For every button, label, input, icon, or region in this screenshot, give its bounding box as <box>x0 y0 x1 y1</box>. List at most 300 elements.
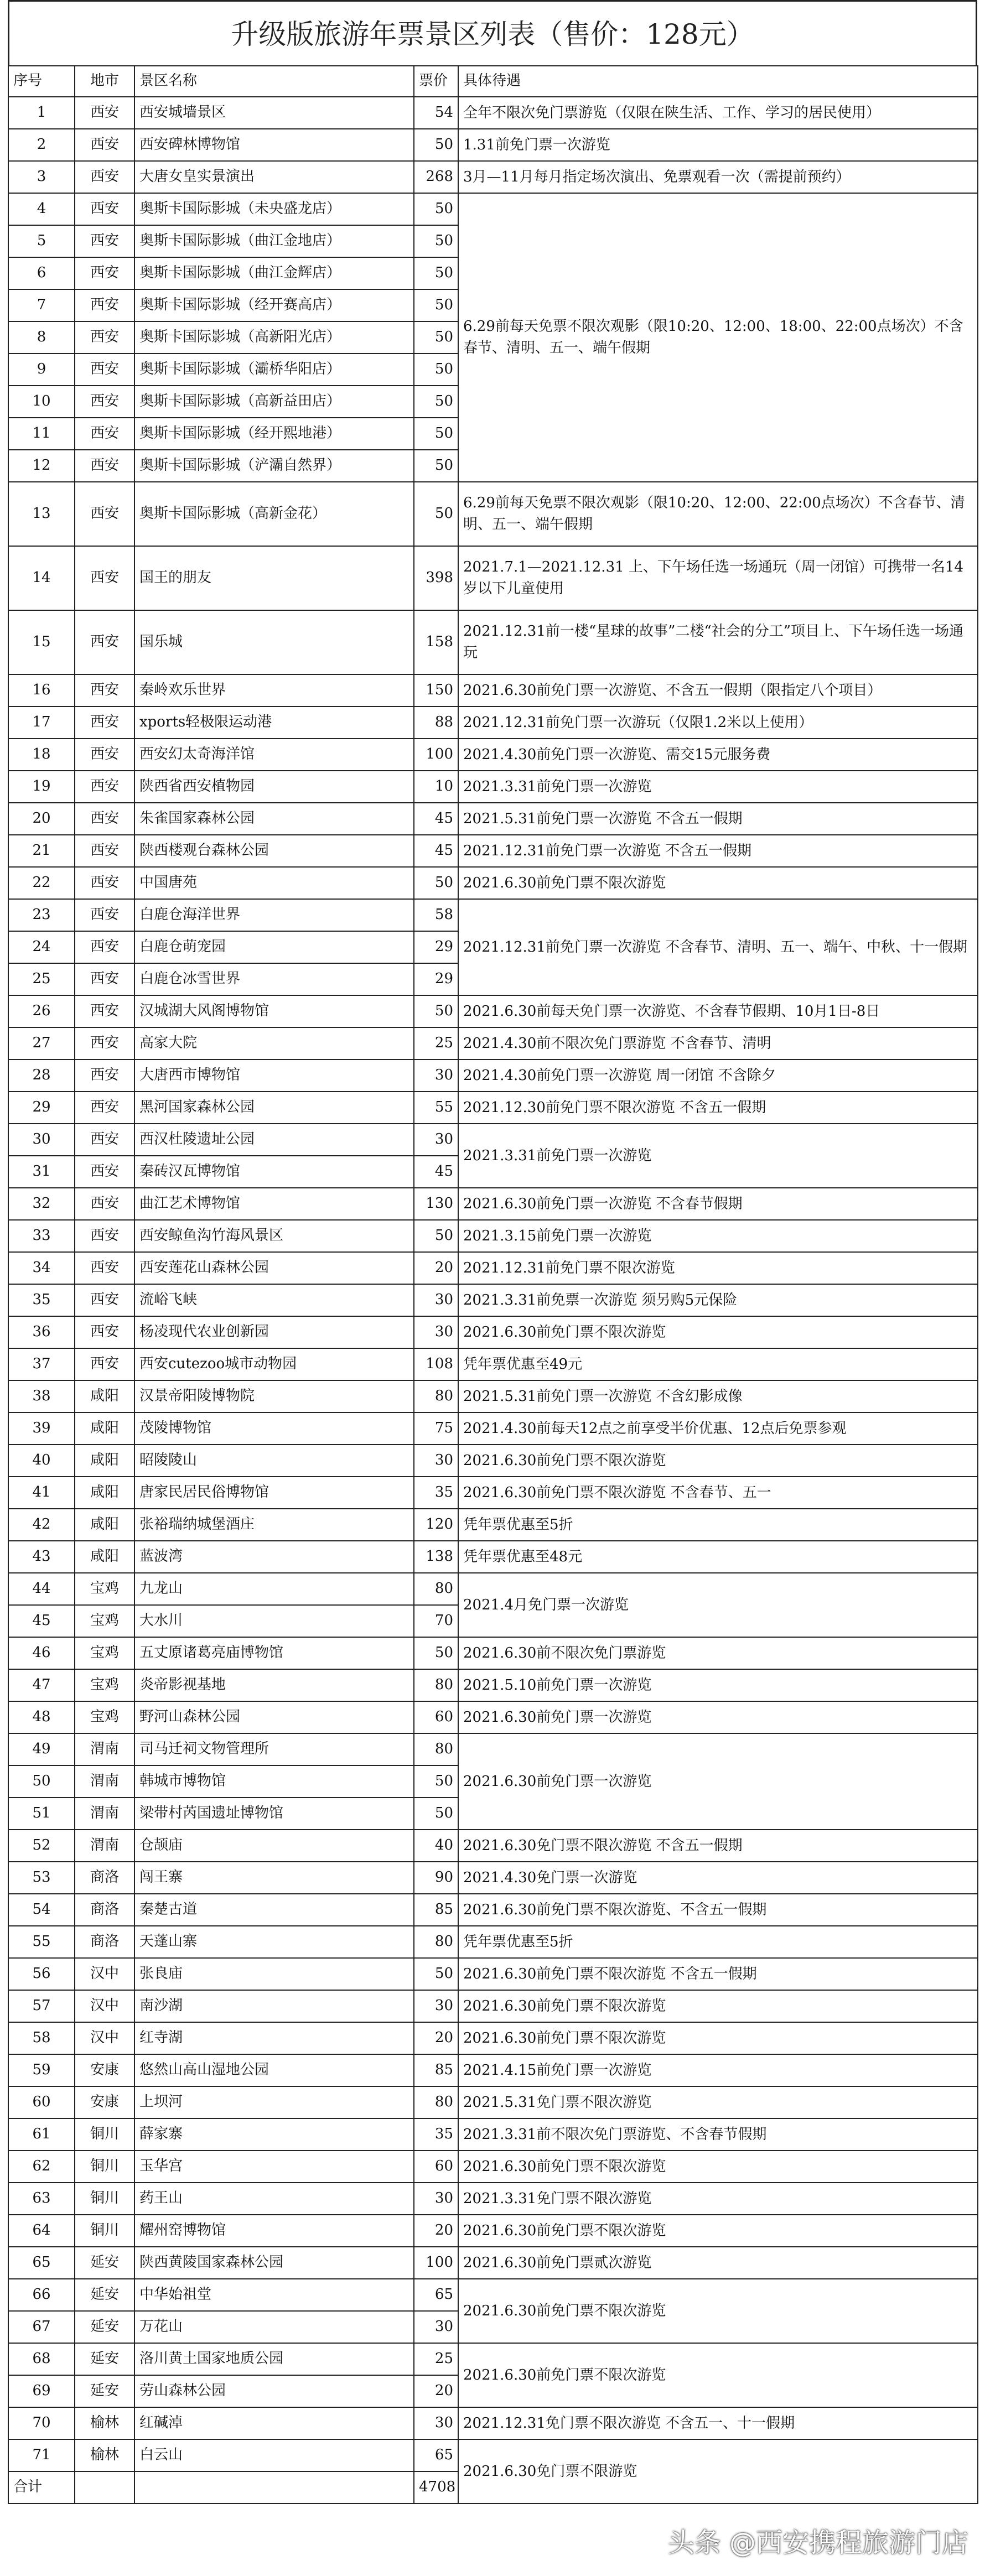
price-cell: 45 <box>414 1156 458 1188</box>
benefit-cell: 2021.6.30前免门票不限次游览 <box>458 1990 978 2022</box>
city-cell: 西安 <box>75 418 134 450</box>
table-row <box>8 1252 978 1284</box>
table-row <box>8 1445 978 1477</box>
price-cell: 50 <box>414 289 458 321</box>
price-cell: 50 <box>414 450 458 482</box>
row-number: 27 <box>8 1027 75 1060</box>
benefit-cell: 2021.6.30前免门票不限次游览 <box>458 2151 978 2183</box>
price-cell: 120 <box>414 1509 458 1541</box>
city-cell: 西安 <box>75 995 134 1027</box>
price-cell: 80 <box>414 1733 458 1765</box>
spot-name-cell: 高家大院 <box>134 1027 414 1060</box>
city-cell: 延安 <box>75 2311 134 2343</box>
table-row <box>8 1862 978 1894</box>
benefit-cell: 凭年票优惠至48元 <box>458 1541 978 1573</box>
price-cell: 25 <box>414 1027 458 1060</box>
price-cell: 30 <box>414 1445 458 1477</box>
city-cell: 安康 <box>75 2054 134 2086</box>
spot-name-cell: 陕西楼观台森林公园 <box>134 835 414 867</box>
spot-name-cell: 野河山森林公园 <box>134 1701 414 1733</box>
spot-name-cell: 昭陵陵山 <box>134 1445 414 1477</box>
price-cell: 50 <box>414 193 458 225</box>
benefit-cell: 2021.6.30前免门票不限次游览 <box>458 1316 978 1348</box>
benefit-cell: 全年不限次免门票游览（仅限在陕生活、工作、学习的居民使用） <box>458 97 978 129</box>
row-number: 37 <box>8 1348 75 1380</box>
table-row <box>8 1637 978 1669</box>
benefit-cell: 2021.5.31前免门票一次游览 不含幻影成像 <box>458 1380 978 1412</box>
spot-name-cell <box>134 2471 414 2504</box>
city-cell: 西安 <box>75 257 134 289</box>
row-number: 71 <box>8 2439 75 2471</box>
table-row <box>8 1894 978 1926</box>
city-cell: 西安 <box>75 771 134 803</box>
spot-name-cell: 白鹿仓萌宠园 <box>134 931 414 963</box>
city-cell: 西安 <box>75 546 134 610</box>
price-cell: 75 <box>414 1412 458 1445</box>
city-cell: 西安 <box>75 931 134 963</box>
benefit-cell: 2021.3.31前免门票一次游览 <box>458 1124 978 1188</box>
table-row <box>8 1958 978 1990</box>
table-row <box>8 1669 978 1701</box>
price-cell: 50 <box>414 995 458 1027</box>
table-row <box>8 1092 978 1124</box>
row-number: 22 <box>8 867 75 899</box>
table-row <box>8 129 978 161</box>
price-cell: 58 <box>414 899 458 931</box>
price-cell: 85 <box>414 1894 458 1926</box>
city-cell: 西安 <box>75 1188 134 1220</box>
city-cell: 西安 <box>75 1060 134 1092</box>
row-number: 49 <box>8 1733 75 1765</box>
watermark: 头条 @西安携程旅游门店 <box>667 2527 968 2558</box>
row-number: 44 <box>8 1573 75 1605</box>
city-cell: 咸阳 <box>75 1509 134 1541</box>
price-cell: 88 <box>414 707 458 739</box>
price-cell: 55 <box>414 1092 458 1124</box>
spot-name-cell: 白鹿仓海洋世界 <box>134 899 414 931</box>
benefit-cell: 2021.3.31前免票一次游览 须另购5元保险 <box>458 1284 978 1316</box>
benefit-cell: 2021.4.30前免门票一次游览、需交15元服务费 <box>458 739 978 771</box>
table-row <box>8 1124 978 1156</box>
row-number: 70 <box>8 2407 75 2439</box>
city-cell: 延安 <box>75 2279 134 2311</box>
city-cell: 商洛 <box>75 1926 134 1958</box>
row-number: 25 <box>8 963 75 995</box>
spot-name-cell: 红碱淖 <box>134 2407 414 2439</box>
spot-name-cell: 国乐城 <box>134 610 414 674</box>
table-row <box>8 995 978 1027</box>
price-cell: 80 <box>414 1380 458 1412</box>
table-row <box>8 161 978 193</box>
spot-name-cell: 白鹿仓冰雪世界 <box>134 963 414 995</box>
row-number: 56 <box>8 1958 75 1990</box>
row-number: 69 <box>8 2375 75 2407</box>
benefit-cell: 2021.4.15前免门票一次游览 <box>458 2054 978 2086</box>
spot-name-cell: 奥斯卡国际影城（曲江金地店） <box>134 225 414 257</box>
table-row <box>8 2183 978 2215</box>
city-cell: 西安 <box>75 1124 134 1156</box>
table-row <box>8 2086 978 2118</box>
price-cell: 90 <box>414 1862 458 1894</box>
price-cell: 50 <box>414 354 458 386</box>
spot-name-cell: 陕西黄陵国家森林公园 <box>134 2247 414 2279</box>
benefit-cell: 凭年票优惠至49元 <box>458 1348 978 1380</box>
table-row <box>8 867 978 899</box>
price-cell: 130 <box>414 1188 458 1220</box>
spot-name-cell: 陕西省西安植物园 <box>134 771 414 803</box>
table-row <box>8 610 978 674</box>
spot-name-cell: 大唐女皇实景演出 <box>134 161 414 193</box>
table-row <box>8 482 978 546</box>
row-number: 68 <box>8 2343 75 2375</box>
benefit-cell: 2021.3.15前免门票一次游览 <box>458 1220 978 1252</box>
total-price: 4708 <box>414 2471 458 2504</box>
benefit-cell: 3月—11月每月指定场次演出、免票观看一次（需提前预约） <box>458 161 978 193</box>
benefit-cell: 2021.6.30前免门票不限次游览 <box>458 2343 978 2407</box>
benefit-cell: 1.31前免门票一次游览 <box>458 129 978 161</box>
row-number: 14 <box>8 546 75 610</box>
table-row <box>8 1990 978 2022</box>
spot-name-cell: 奥斯卡国际影城（浐灞自然界） <box>134 450 414 482</box>
city-cell: 咸阳 <box>75 1477 134 1509</box>
city-cell: 渭南 <box>75 1830 134 1862</box>
benefit-cell: 2021.4.30前不限次免门票游览 不含春节、清明 <box>458 1027 978 1060</box>
benefit-cell: 2021.12.31前免门票不限次游览 <box>458 1252 978 1284</box>
row-number: 36 <box>8 1316 75 1348</box>
price-cell: 398 <box>414 546 458 610</box>
price-cell: 20 <box>414 2215 458 2247</box>
spot-name-cell: 张良庙 <box>134 1958 414 1990</box>
price-cell: 30 <box>414 2311 458 2343</box>
row-number: 21 <box>8 835 75 867</box>
table-row <box>8 1060 978 1092</box>
table-row <box>8 1412 978 1445</box>
table-row <box>8 899 978 931</box>
table-row <box>8 771 978 803</box>
row-number: 30 <box>8 1124 75 1156</box>
table-row <box>8 2054 978 2086</box>
spot-name-cell: 药王山 <box>134 2183 414 2215</box>
city-cell: 咸阳 <box>75 1380 134 1412</box>
city-cell: 咸阳 <box>75 1541 134 1573</box>
price-cell: 50 <box>414 386 458 418</box>
benefit-cell: 2021.6.30免门票不限次游览 不含五一假期 <box>458 1830 978 1862</box>
price-cell: 80 <box>414 1926 458 1958</box>
city-cell: 西安 <box>75 707 134 739</box>
row-number: 13 <box>8 482 75 546</box>
spot-name-cell: 黑河国家森林公园 <box>134 1092 414 1124</box>
spot-name-cell: 秦楚古道 <box>134 1894 414 1926</box>
row-number: 48 <box>8 1701 75 1733</box>
spot-name-cell: 中华始祖堂 <box>134 2279 414 2311</box>
spot-name-cell: 西汉杜陵遗址公园 <box>134 1124 414 1156</box>
table-row <box>8 1316 978 1348</box>
spot-name-cell: 西安鲸鱼沟竹海风景区 <box>134 1220 414 1252</box>
table-row <box>8 1573 978 1605</box>
benefit-cell: 2021.12.31前免门票一次游玩（仅限1.2米以上使用） <box>458 707 978 739</box>
price-cell: 65 <box>414 2439 458 2471</box>
table-row <box>8 1509 978 1541</box>
price-cell: 268 <box>414 161 458 193</box>
spot-name-cell: 白云山 <box>134 2439 414 2471</box>
header-benefit: 具体待遇 <box>458 66 978 97</box>
benefit-cell: 2021.12.31前免门票一次游览 不含五一假期 <box>458 835 978 867</box>
table-row <box>8 1380 978 1412</box>
ticket-sheet <box>8 0 977 2504</box>
price-cell: 100 <box>414 739 458 771</box>
city-cell: 宝鸡 <box>75 1573 134 1605</box>
row-number: 33 <box>8 1220 75 1252</box>
city-cell: 宝鸡 <box>75 1701 134 1733</box>
table-row <box>8 1926 978 1958</box>
row-number: 24 <box>8 931 75 963</box>
spot-name-cell: 炎帝影视基地 <box>134 1669 414 1701</box>
spot-name-cell: 万花山 <box>134 2311 414 2343</box>
spot-name-cell: 西安cutezoo城市动物园 <box>134 1348 414 1380</box>
price-cell: 25 <box>414 2343 458 2375</box>
city-cell: 延安 <box>75 2375 134 2407</box>
benefit-cell: 2021.12.31前一楼“星球的故事”二楼“社会的分工”项目上、下午场任选一场通玩 <box>458 610 978 674</box>
price-cell: 30 <box>414 1060 458 1092</box>
spot-name-cell: 奥斯卡国际影城（高新金花） <box>134 482 414 546</box>
spot-name-cell: 耀州窑博物馆 <box>134 2215 414 2247</box>
row-number: 59 <box>8 2054 75 2086</box>
benefit-cell: 2021.6.30前免门票不限次游览 不含五一假期 <box>458 1958 978 1990</box>
table-row <box>8 1701 978 1733</box>
header-price: 票价 <box>414 66 458 97</box>
row-number: 40 <box>8 1445 75 1477</box>
table-row <box>8 1220 978 1252</box>
row-number: 50 <box>8 1765 75 1798</box>
row-number: 64 <box>8 2215 75 2247</box>
header-spot-name: 景区名称 <box>134 66 414 97</box>
city-cell: 西安 <box>75 1348 134 1380</box>
spot-name-cell: 西安碑林博物馆 <box>134 129 414 161</box>
table-row <box>8 2439 978 2471</box>
spot-name-cell: 唐家民居民俗博物馆 <box>134 1477 414 1509</box>
spot-name-cell: 司马迁祠文物管理所 <box>134 1733 414 1765</box>
city-cell: 汉中 <box>75 2022 134 2054</box>
city-cell: 铜川 <box>75 2183 134 2215</box>
city-cell: 安康 <box>75 2086 134 2118</box>
city-cell: 延安 <box>75 2247 134 2279</box>
price-cell: 20 <box>414 1252 458 1284</box>
table-row <box>8 2247 978 2279</box>
row-number: 62 <box>8 2151 75 2183</box>
spot-name-cell: 流峪飞峡 <box>134 1284 414 1316</box>
benefit-cell: 2021.6.30前免门票不限次游览 <box>458 867 978 899</box>
price-cell: 108 <box>414 1348 458 1380</box>
spot-name-cell: 洛川黄土国家地质公园 <box>134 2343 414 2375</box>
benefit-cell: 2021.5.31前免门票一次游览 不含五一假期 <box>458 803 978 835</box>
spot-name-cell: 国王的朋友 <box>134 546 414 610</box>
spot-name-cell: 奥斯卡国际影城（经开赛高店） <box>134 289 414 321</box>
benefit-cell: 2021.6.30前免门票不限次游览 <box>458 2215 978 2247</box>
price-cell: 30 <box>414 1284 458 1316</box>
table-row <box>8 739 978 771</box>
table-row <box>8 193 978 225</box>
spot-name-cell: xports轻极限运动港 <box>134 707 414 739</box>
spot-name-cell: 蓝波湾 <box>134 1541 414 1573</box>
price-cell: 29 <box>414 931 458 963</box>
spot-name-cell: 奥斯卡国际影城（经开熙地港） <box>134 418 414 450</box>
table-row <box>8 1188 978 1220</box>
table-row <box>8 1541 978 1573</box>
price-cell: 150 <box>414 674 458 707</box>
row-number: 45 <box>8 1605 75 1637</box>
row-number: 2 <box>8 129 75 161</box>
spot-name-cell: 汉景帝阳陵博物院 <box>134 1380 414 1412</box>
price-cell: 85 <box>414 2054 458 2086</box>
price-cell: 50 <box>414 321 458 354</box>
spot-name-cell: 茂陵博物馆 <box>134 1412 414 1445</box>
city-cell: 西安 <box>75 354 134 386</box>
spot-name-cell: 杨凌现代农业创新园 <box>134 1316 414 1348</box>
spot-name-cell: 西安城墙景区 <box>134 97 414 129</box>
row-number: 19 <box>8 771 75 803</box>
price-cell: 138 <box>414 1541 458 1573</box>
spot-name-cell: 奥斯卡国际影城（高新阳光店） <box>134 321 414 354</box>
spot-name-cell: 天蓬山寨 <box>134 1926 414 1958</box>
row-number: 61 <box>8 2118 75 2151</box>
city-cell: 榆林 <box>75 2407 134 2439</box>
header-city: 地市 <box>75 66 134 97</box>
header-number: 序号 <box>8 66 75 97</box>
benefit-cell: 2021.6.30前免门票不限次游览 <box>458 1445 978 1477</box>
benefit-cell: 2021.6.30前免门票不限次游览、不含五一假期 <box>458 1894 978 1926</box>
city-cell: 西安 <box>75 321 134 354</box>
spot-name-cell: 五丈原诸葛亮庙博物馆 <box>134 1637 414 1669</box>
benefit-cell: 2021.6.30前不限次免门票游览 <box>458 1637 978 1669</box>
table-row <box>8 546 978 610</box>
table-row <box>8 1477 978 1509</box>
city-cell: 西安 <box>75 1316 134 1348</box>
row-number: 7 <box>8 289 75 321</box>
city-cell: 西安 <box>75 129 134 161</box>
benefit-cell: 2021.4.30免门票一次游览 <box>458 1862 978 1894</box>
spot-name-cell: 韩城市博物馆 <box>134 1765 414 1798</box>
row-number: 39 <box>8 1412 75 1445</box>
price-cell: 50 <box>414 482 458 546</box>
spot-name-cell: 秦岭欢乐世界 <box>134 674 414 707</box>
table-row <box>8 1830 978 1862</box>
city-cell: 西安 <box>75 482 134 546</box>
price-cell: 50 <box>414 1958 458 1990</box>
spot-name-cell: 闯王寨 <box>134 1862 414 1894</box>
benefit-cell: 2021.6.30前免门票一次游览、不含五一假期（限指定八个项目） <box>458 674 978 707</box>
price-cell: 20 <box>414 2375 458 2407</box>
price-cell: 50 <box>414 225 458 257</box>
table-row <box>8 803 978 835</box>
city-cell: 渭南 <box>75 1765 134 1798</box>
spot-name-cell: 西安莲花山森林公园 <box>134 1252 414 1284</box>
price-cell: 70 <box>414 1605 458 1637</box>
price-cell: 158 <box>414 610 458 674</box>
row-number: 54 <box>8 1894 75 1926</box>
benefit-cell: 凭年票优惠至5折 <box>458 1509 978 1541</box>
city-cell: 铜川 <box>75 2118 134 2151</box>
city-cell: 西安 <box>75 1027 134 1060</box>
price-cell: 50 <box>414 129 458 161</box>
row-number: 34 <box>8 1252 75 1284</box>
price-cell: 54 <box>414 97 458 129</box>
table-row <box>8 2407 978 2439</box>
price-cell: 40 <box>414 1830 458 1862</box>
table-header-row <box>8 66 978 97</box>
spot-name-cell: 悠然山高山湿地公园 <box>134 2054 414 2086</box>
city-cell: 西安 <box>75 803 134 835</box>
table-row <box>8 97 978 129</box>
city-cell: 铜川 <box>75 2151 134 2183</box>
price-cell: 35 <box>414 1477 458 1509</box>
row-number: 28 <box>8 1060 75 1092</box>
city-cell: 西安 <box>75 1156 134 1188</box>
city-cell: 西安 <box>75 289 134 321</box>
benefit-cell: 2021.5.31免门票不限次游览 <box>458 2086 978 2118</box>
spot-name-cell: 玉华宫 <box>134 2151 414 2183</box>
benefit-cell: 6.29前每天免票不限次观影（限10:20、12:00、18:00、22:00点场次）不含春节、清明、五一、端午假期 <box>458 193 978 482</box>
row-number: 31 <box>8 1156 75 1188</box>
benefit-cell: 2021.4.30前每天12点之前享受半价优惠、12点后免票参观 <box>458 1412 978 1445</box>
table-row <box>8 1348 978 1380</box>
spot-name-cell: 曲江艺术博物馆 <box>134 1188 414 1220</box>
city-cell: 西安 <box>75 161 134 193</box>
price-cell: 80 <box>414 1573 458 1605</box>
table-row <box>8 835 978 867</box>
row-number: 12 <box>8 450 75 482</box>
benefit-cell: 2021.6.30前免门票一次游览 不含春节假期 <box>458 1188 978 1220</box>
total-label: 合计 <box>8 2471 75 2504</box>
row-number: 20 <box>8 803 75 835</box>
price-cell: 29 <box>414 963 458 995</box>
spot-name-cell: 上坝河 <box>134 2086 414 2118</box>
spot-name-cell: 仓颉庙 <box>134 1830 414 1862</box>
benefit-cell: 2021.6.30前免门票一次游览 <box>458 1701 978 1733</box>
city-cell: 咸阳 <box>75 1445 134 1477</box>
table-row <box>8 2215 978 2247</box>
price-cell: 60 <box>414 2151 458 2183</box>
city-cell: 西安 <box>75 225 134 257</box>
price-cell: 30 <box>414 2407 458 2439</box>
row-number: 8 <box>8 321 75 354</box>
price-cell: 30 <box>414 1124 458 1156</box>
table-row <box>8 2151 978 2183</box>
row-number: 15 <box>8 610 75 674</box>
city-cell: 铜川 <box>75 2215 134 2247</box>
spot-name-cell: 薛家寨 <box>134 2118 414 2151</box>
benefit-cell: 2021.3.31前不限次免门票游览、不含春节假期 <box>458 2118 978 2151</box>
row-number: 10 <box>8 386 75 418</box>
price-cell: 50 <box>414 1765 458 1798</box>
spot-name-cell: 汉城湖大风阁博物馆 <box>134 995 414 1027</box>
price-cell: 35 <box>414 2118 458 2151</box>
spot-name-cell: 奥斯卡国际影城（高新益田店） <box>134 386 414 418</box>
price-cell: 50 <box>414 1220 458 1252</box>
row-number: 63 <box>8 2183 75 2215</box>
city-cell: 西安 <box>75 963 134 995</box>
benefit-cell: 2021.7.1—2021.12.31 上、下午场任选一场通玩（周一闭馆）可携带一名14岁以下儿童使用 <box>458 546 978 610</box>
row-number: 51 <box>8 1798 75 1830</box>
price-cell: 30 <box>414 2183 458 2215</box>
city-cell: 宝鸡 <box>75 1605 134 1637</box>
city-cell: 西安 <box>75 1220 134 1252</box>
price-cell: 45 <box>414 835 458 867</box>
benefit-cell: 2021.6.30前免门票贰次游览 <box>458 2247 978 2279</box>
price-cell: 50 <box>414 257 458 289</box>
benefit-cell: 2021.6.30免门票不限游览 <box>458 2439 978 2504</box>
benefit-cell: 2021.6.30前免门票不限次游览 不含春节、五一 <box>458 1477 978 1509</box>
city-cell: 西安 <box>75 899 134 931</box>
